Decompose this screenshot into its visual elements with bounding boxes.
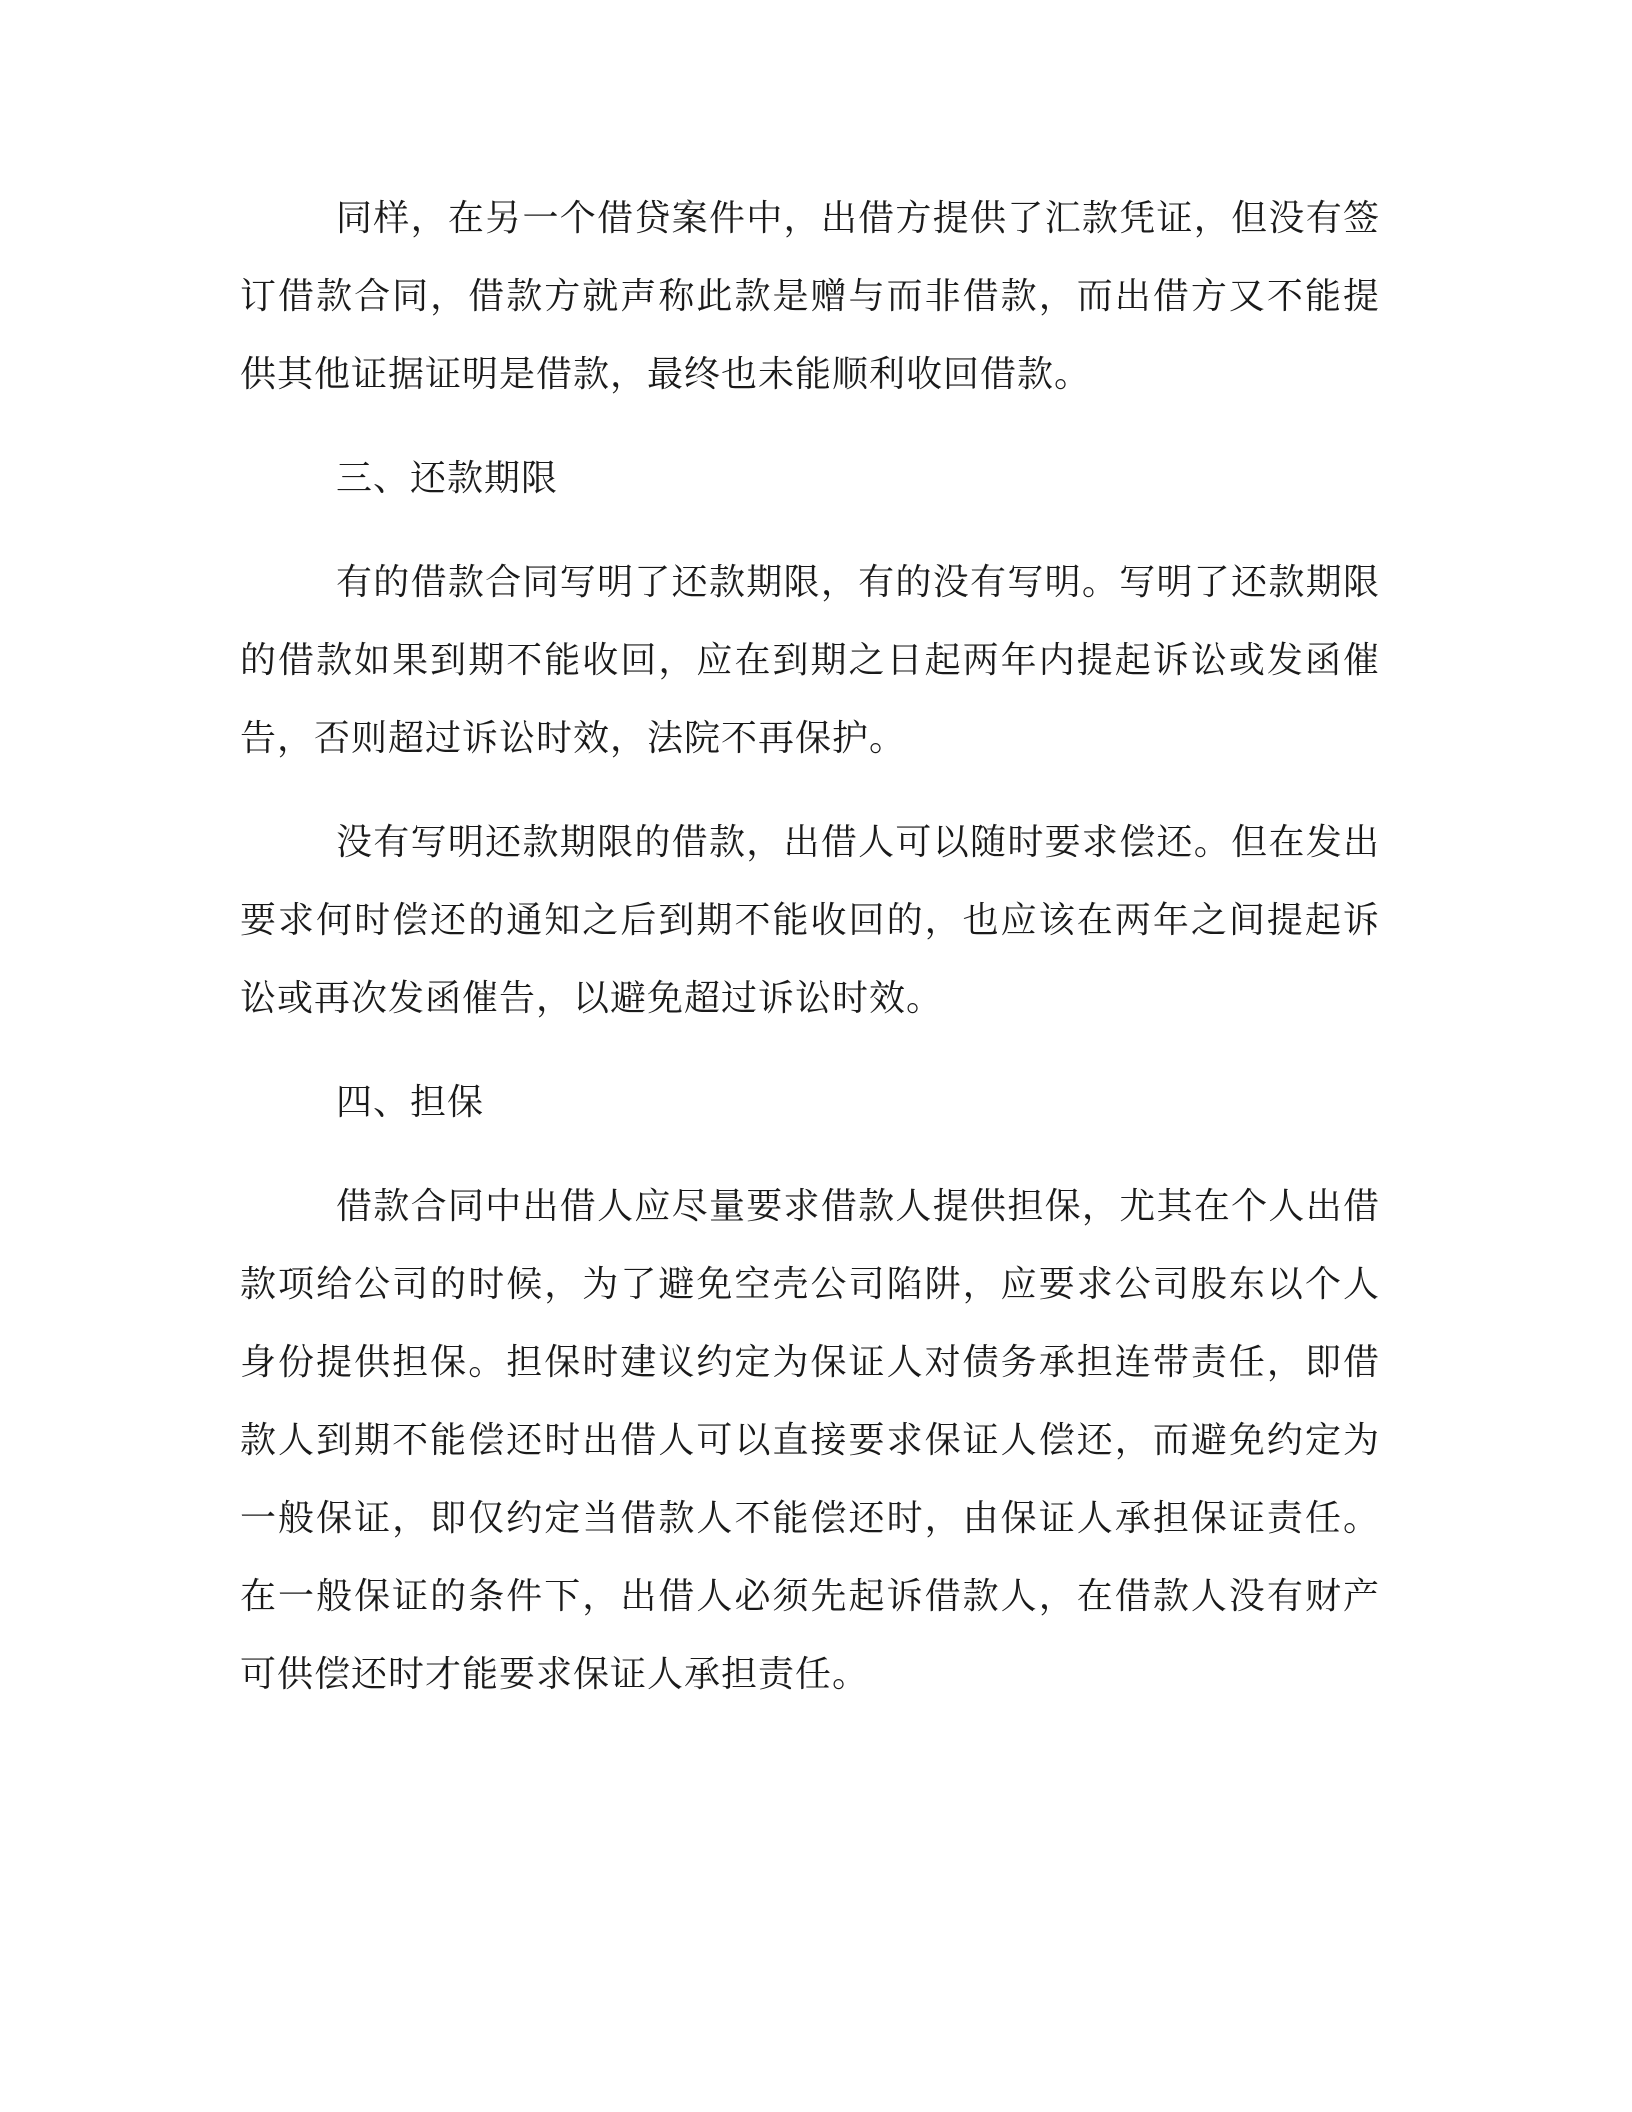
section-heading-guarantee: 四、担保 bbox=[336, 1082, 485, 1123]
section-heading-repayment-term: 三、还款期限 bbox=[336, 458, 559, 499]
paragraph-repayment-term-stated: 有的借款合同写明了还款期限，有的没有写明。写明了还款期限的借款如果到期不能收回，应在到期之日起两年内提起诉讼或发函催告，否则超过诉讼时效，法院不再保护。 bbox=[240, 562, 1380, 759]
paragraph-repayment-term-unstated: 没有写明还款期限的借款，出借人可以随时要求偿还。但在发出要求何时偿还的通知之后到期不能收回的，也应该在两年之间提起诉讼或再次发函催告，以避免超过诉讼时效。 bbox=[240, 822, 1380, 1019]
paragraph-loan-case: 同样，在另一个借贷案件中，出借方提供了汇款凭证，但没有签订借款合同，借款方就声称此款是赠与而非借款，而出借方又不能提供其他证据证明是借款，最终也未能顺利收回借款。 bbox=[240, 198, 1380, 395]
paragraph-guarantee: 借款合同中出借人应尽量要求借款人提供担保，尤其在个人出借款项给公司的时候，为了避免空壳公司陷阱，应要求公司股东以个人身份提供担保。担保时建议约定为保证人对债务承担连带责任，即借款人到期不能偿还时出借人可以直接要求保证人偿还，而避免约定为一般保证，即仅约定当借款人不能偿还时，由保证人承担保证责任。在一般保证的条件下，出借人必须先起诉借款人，在借款人没有财产可供偿还时才能要求保证人承担责任。 bbox=[240, 1186, 1380, 1695]
document-body bbox=[240, 180, 1380, 1740]
